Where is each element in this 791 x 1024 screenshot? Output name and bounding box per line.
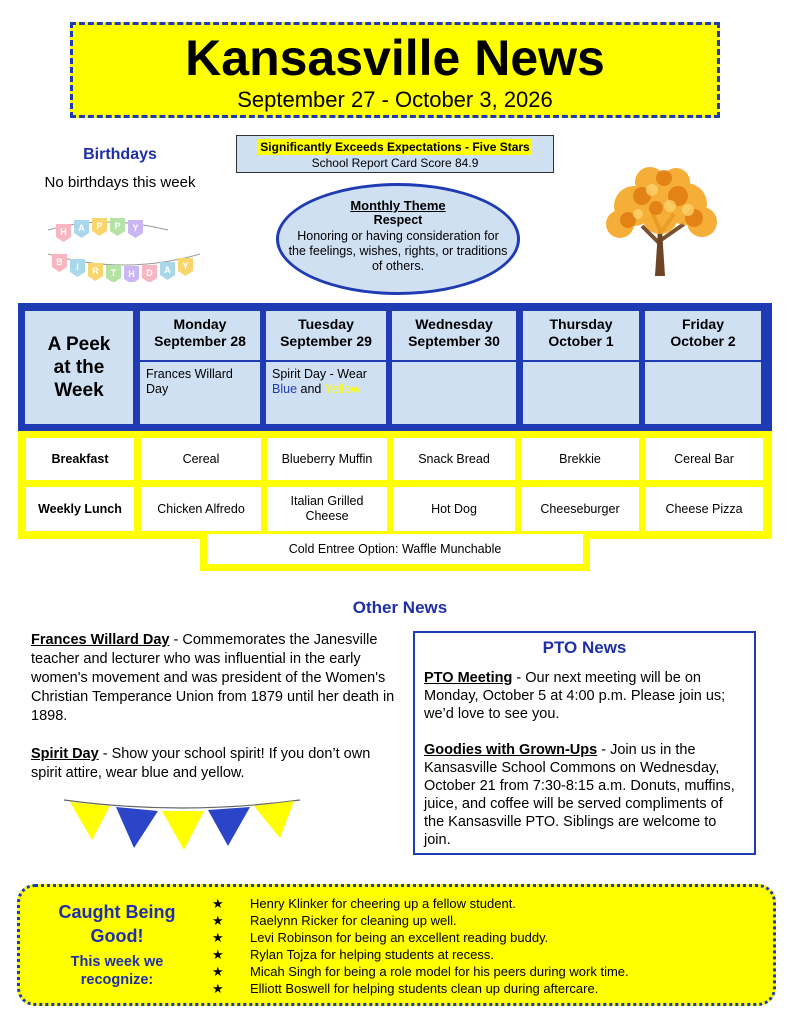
- breakfast-tuesday: Blueberry Muffin: [267, 438, 387, 480]
- theme-heading: Monthly Theme: [350, 198, 446, 213]
- list-item: [212, 980, 752, 997]
- banner-letter: Y: [132, 223, 139, 233]
- pennant-banner-icon: [62, 796, 302, 856]
- spirit-note-and: and: [300, 382, 322, 396]
- theme-definition: Honoring or having consideration for the feelings, wishes, rights, or traditions of others.: [288, 229, 508, 273]
- day-name: Tuesday: [298, 316, 354, 332]
- score-rating: Significantly Exceeds Expectations - Five Stars: [260, 140, 530, 154]
- willard-heading: Frances Willard Day: [31, 632, 170, 648]
- day-date: September 29: [280, 333, 372, 349]
- other-news-title: Other News: [352, 598, 448, 617]
- birthdays-text: No birthdays this week: [44, 174, 196, 191]
- pto-news-box: [413, 631, 756, 855]
- monthly-theme: [276, 183, 520, 295]
- day-note-tuesday: [266, 362, 386, 424]
- banner-letter: D: [146, 268, 153, 278]
- breakfast-label: Breakfast: [26, 438, 134, 480]
- banner-letter: Y: [182, 261, 189, 271]
- star-icon: ★: [212, 981, 224, 996]
- lunch-monday: Chicken Alfredo: [141, 487, 261, 531]
- caught-title: Caught Being Good!: [58, 902, 176, 946]
- list-item: [212, 946, 752, 963]
- day-name: Friday: [681, 316, 724, 332]
- goodies-heading: Goodies with Grown-Ups: [424, 742, 598, 758]
- cold-entree-box: [200, 534, 590, 571]
- day-name: Monday: [173, 316, 227, 332]
- peek-label-text: A Peek at the Week: [47, 334, 111, 401]
- spirit-note-yellow: Yellow: [324, 382, 361, 396]
- pto-meeting-text: - Our next meeting will be on Monday, October 5 at 4:00 p.m. Please join us; we’d love to see you.: [424, 670, 726, 722]
- list-item: [212, 912, 752, 929]
- list-item: [212, 929, 752, 946]
- caught-subtitle: This week we recognize:: [70, 954, 164, 988]
- recognition-text: Levi Robinson for being an excellent reading buddy.: [250, 930, 549, 945]
- day-note-wednesday: [392, 362, 516, 424]
- day-name: Thursday: [549, 316, 613, 332]
- recognition-text: Rylan Tojza for helping students at recess.: [250, 947, 495, 962]
- autumn-tree-icon: [598, 160, 724, 278]
- spirit-heading: Spirit Day: [31, 746, 99, 762]
- day-note-friday: [645, 362, 761, 424]
- pto-meeting-paragraph: [424, 669, 745, 723]
- lunch-wednesday: Hot Dog: [393, 487, 515, 531]
- recognition-text: Micah Singh for being a role model for his peers during work time.: [250, 964, 629, 979]
- day-date: September 30: [408, 333, 500, 349]
- day-header-friday: [645, 311, 761, 360]
- banner-letter: T: [110, 268, 117, 278]
- star-icon: ★: [212, 896, 224, 911]
- willard-text: - Commemorates the Janesville teacher and lecturer who was influential in the early women's movement and was president of the Women's Christian Temperance Union from 1879 until her death in 1898.: [31, 632, 395, 724]
- banner-letter: A: [78, 223, 85, 233]
- star-icon: ★: [212, 947, 224, 962]
- day-date: October 1: [548, 333, 614, 349]
- banner-letter: P: [96, 221, 103, 231]
- birthdays-title: Birthdays: [83, 146, 157, 163]
- banner-letter: B: [56, 257, 63, 267]
- school-score-box: [236, 135, 554, 173]
- lunch-thursday: Cheeseburger: [521, 487, 639, 531]
- recognition-text: Elliott Boswell for helping students clean up during aftercare.: [250, 981, 599, 996]
- happy-birthday-banner-icon: [44, 210, 204, 282]
- banner-letter: H: [60, 227, 67, 237]
- day-header-monday: [140, 311, 260, 360]
- recognition-text: Raelynn Ricker for cleaning up well.: [250, 913, 457, 928]
- day-note-thursday: [523, 362, 639, 424]
- meals-grid: [18, 431, 772, 539]
- breakfast-wednesday: Snack Bread: [393, 438, 515, 480]
- star-icon: ★: [212, 913, 224, 928]
- breakfast-thursday: Brekkie: [521, 438, 639, 480]
- spirit-paragraph: [31, 745, 401, 783]
- day-header-thursday: [523, 311, 639, 360]
- breakfast-friday: Cereal Bar: [645, 438, 763, 480]
- day-note-monday: Frances Willard Day: [140, 362, 260, 424]
- day-header-tuesday: [266, 311, 386, 360]
- goodies-paragraph: [424, 741, 745, 849]
- banner-letter: I: [76, 262, 79, 272]
- newsletter-title: Kansasville News: [185, 30, 605, 86]
- banner-letter: H: [128, 269, 135, 279]
- pto-meeting-heading: PTO Meeting: [424, 670, 513, 686]
- day-date: September 28: [154, 333, 246, 349]
- banner-letter: A: [164, 265, 171, 275]
- star-icon: ★: [212, 964, 224, 979]
- lunch-friday: Cheese Pizza: [645, 487, 763, 531]
- newsletter-dates: September 27 - October 3, 2026: [237, 87, 553, 112]
- list-item: [212, 895, 752, 912]
- spirit-text: - Show your school spirit! If you don’t own spirit attire, wear blue and yellow.: [31, 746, 371, 781]
- weekly-lunch-label: Weekly Lunch: [26, 487, 134, 531]
- cold-entree-option: Cold Entree Option: Waffle Munchable: [207, 534, 583, 564]
- newsletter-header: [70, 22, 720, 118]
- spirit-note-blue: Blue: [272, 382, 298, 396]
- peek-at-week-label: [25, 311, 133, 424]
- banner-letter: P: [114, 221, 121, 231]
- day-header-wednesday: [392, 311, 516, 360]
- banner-letter: R: [92, 266, 99, 276]
- recognition-text: Henry Klinker for cheering up a fellow student.: [250, 896, 516, 911]
- willard-paragraph: [31, 631, 401, 726]
- breakfast-monday: Cereal: [141, 438, 261, 480]
- day-name: Wednesday: [415, 316, 493, 332]
- pto-title: PTO News: [542, 638, 627, 657]
- other-news-content: [31, 631, 401, 783]
- score-value: School Report Card Score 84.9: [311, 156, 479, 170]
- spirit-note-text: Spirit Day - Wear: [272, 367, 367, 381]
- theme-word: Respect: [373, 213, 423, 227]
- star-icon: ★: [212, 930, 224, 945]
- list-item: [212, 963, 752, 980]
- recognition-list: [212, 895, 752, 997]
- week-calendar: [18, 303, 772, 431]
- day-date: October 2: [670, 333, 736, 349]
- goodies-text: - Join us in the Kansasville School Commons on Wednesday, October 21 from 7:30-8:15 a.m. Donuts, muffins, juice, and coffee will be served compliments of the Kansasville PTO. Siblings are welcome to join.: [424, 742, 735, 848]
- lunch-tuesday: Italian Grilled Cheese: [267, 487, 387, 531]
